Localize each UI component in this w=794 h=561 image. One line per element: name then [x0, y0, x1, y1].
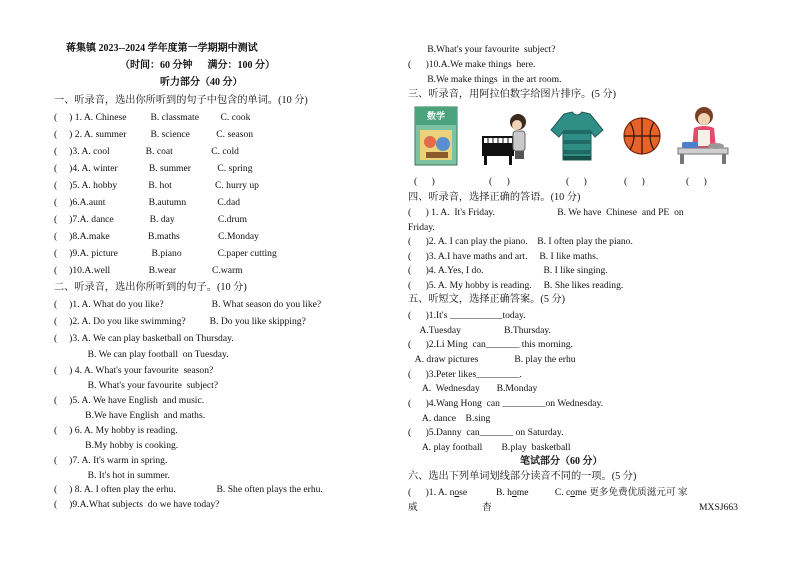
- list-item: ( ) 1. A. It's Friday. B. We have Chinese and PE on: [408, 207, 684, 218]
- answer-bracket: ( ): [414, 176, 435, 187]
- list-item: ( ) 8. A. I often play the erhu. B. She often plays the erhu.: [54, 484, 323, 495]
- written-part-title: 笔试部分（60 分）: [520, 456, 603, 467]
- section5-heading: 五、听短文，选择正确答案。(5 分): [408, 294, 566, 305]
- cooking-icon: [674, 104, 732, 166]
- answer-bracket: ( ): [566, 176, 587, 187]
- list-item: ( )5. A. My hobby is reading. B. She likes reading.: [408, 280, 624, 291]
- document-code: MXSJ663: [699, 502, 738, 513]
- footer-mid-char: 杳: [482, 502, 492, 513]
- answer-bracket: ( ): [489, 176, 510, 187]
- list-item: B. We can play football on Tuesday.: [54, 349, 229, 360]
- exam-title: 蒋集镇 2023--2024 学年度第一学期期中测试: [66, 43, 258, 54]
- listening-part-title: 听力部分（40 分）: [160, 77, 243, 88]
- underlined-letter: o: [570, 487, 576, 498]
- list-item: A. dance B.sing: [408, 413, 491, 424]
- list-item: ( )4. A. winter B. summer C. spring: [54, 163, 253, 174]
- list-item: ( )3.Peter likes_________.: [408, 369, 522, 380]
- time-score: （时间：60 分钟 满分：100 分）: [120, 60, 275, 71]
- text-segment: ( )1. A. n: [408, 487, 455, 498]
- list-item: ( )2. A. I can play the piano. B. I often play the piano.: [408, 236, 633, 247]
- book-title: 数学: [426, 112, 445, 122]
- section1-heading: 一、听录音，选出你所听到的句子中包含的单词。(10 分): [54, 95, 308, 106]
- list-item: A.Tuesday B.Thursday.: [408, 325, 551, 336]
- list-item: ( )6.A.aunt B.autumn C.dad: [54, 197, 240, 208]
- section6-item: [408, 487, 688, 499]
- footer-left-char: 威: [408, 502, 418, 513]
- list-item: ( )3. A.I have maths and art. B. I like maths.: [408, 251, 599, 262]
- list-item: ( )9.A.What subjects do we have today?: [54, 499, 220, 510]
- section3-heading: 三、听录音，用阿拉伯数字给图片排序。(5 分): [408, 89, 616, 100]
- section4-heading: 四、听录音，选择正确的答语。(10 分): [408, 192, 581, 203]
- list-item: ( )7.A. dance B. day C.drum: [54, 214, 247, 225]
- list-item: ( )3. A. We can play basketball on Thursday.: [54, 333, 234, 344]
- list-item: B.We make things in the art room.: [408, 74, 562, 85]
- list-item: ( )5. A. hobby B. hot C. hurry up: [54, 180, 259, 191]
- list-item: ( )7. A. It's warm in spring.: [54, 455, 168, 466]
- underlined-letter: o: [454, 487, 460, 498]
- list-item: ( )2. A. Do you like swimming? B. Do you like skipping?: [54, 316, 306, 327]
- list-item: ( )1. A. What do you like? B. What season do you like?: [54, 299, 322, 310]
- list-item: B.What's your favourite subject?: [408, 44, 556, 55]
- text-segment: me 更多免费优质滋元可 家: [575, 487, 688, 498]
- list-item: A. play football B.play basketball: [408, 442, 571, 453]
- list-item: ( )8.A.make B.maths C.Monday: [54, 231, 259, 242]
- basketball-icon: [622, 116, 662, 156]
- answer-bracket: ( ): [686, 176, 707, 187]
- list-item: ( )9.A. picture B.piano C.paper cutting: [54, 248, 277, 259]
- section2-heading: 二、听录音，选出你所听到的句子。(10 分): [54, 282, 247, 293]
- list-item: ( )3. A. cool B. coat C. cold: [54, 146, 239, 157]
- list-item: B. What's your favourite subject?: [54, 380, 219, 391]
- text-segment: se B. h: [459, 487, 512, 498]
- text-segment: me C. c: [516, 487, 571, 498]
- list-item: ( )2.Li Ming can_______ this morning.: [408, 339, 573, 350]
- list-item: ( ) 4. A. What's your favourite season?: [54, 365, 214, 376]
- list-item: ( ) 6. A. My hobby is reading.: [54, 425, 178, 436]
- underlined-letter: o: [511, 487, 517, 498]
- answer-bracket: ( ): [624, 176, 645, 187]
- list-item: B.We have English and maths.: [54, 410, 206, 421]
- list-item: Friday.: [408, 222, 435, 233]
- list-item: A. draw pictures B. play the erhu: [408, 354, 576, 365]
- math-book-icon: [414, 106, 458, 166]
- list-item: B.My hobby is cooking.: [54, 440, 179, 451]
- list-item: A. Wednesday B.Monday: [408, 383, 538, 394]
- list-item: ( )1.It's ___________today.: [408, 310, 526, 321]
- list-item: ( )10.A.We make things here.: [408, 59, 536, 70]
- list-item: ( ) 2. A. summer B. science C. season: [54, 129, 254, 140]
- list-item: ( ) 1. A. Chinese B. classmate C. cook: [54, 112, 251, 123]
- list-item: ( )10.A.well B.wear C.warm: [54, 265, 243, 276]
- list-item: ( )4.Wang Hong can _________on Wednesday.: [408, 398, 604, 409]
- picture-row: [408, 104, 738, 170]
- list-item: ( )4. A.Yes, I do. B. I like singing.: [408, 265, 608, 276]
- section6-heading: 六、选出下列单词划线部分读音不同的一项。(5 分): [408, 471, 637, 482]
- sweater-icon: [550, 110, 604, 162]
- list-item: ( )5. A. We have English and music.: [54, 395, 205, 406]
- list-item: ( )5.Danny can_______ on Saturday.: [408, 427, 564, 438]
- piano-icon: [480, 108, 530, 166]
- list-item: B. It's hot in summer.: [54, 470, 170, 481]
